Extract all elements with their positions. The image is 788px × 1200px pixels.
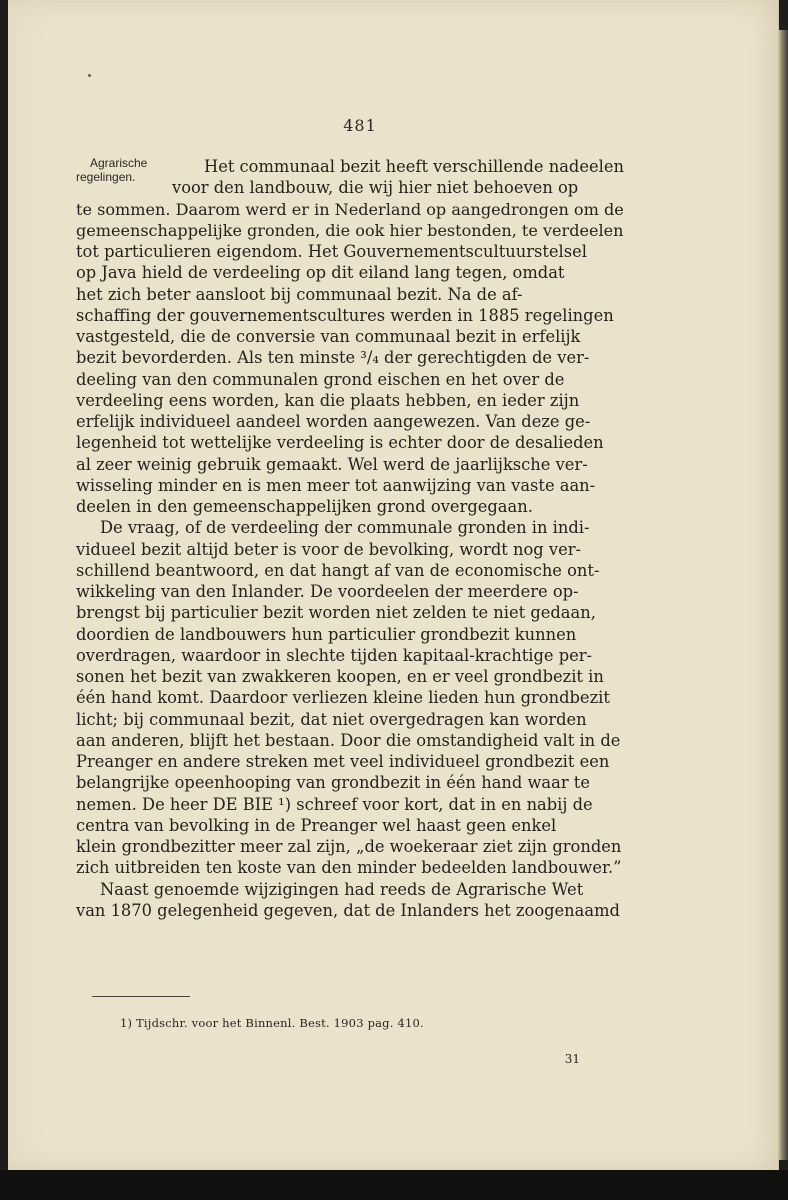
text-line: één hand komt. Daardoor verliezen kleine lieden hun grondbezit	[76, 688, 610, 708]
text-line: doordien de landbouwers hun particulier grondbezit kunnen	[76, 624, 577, 644]
text-line: zich uitbreiden ten koste van den minder bedeelden landbouwer.”	[76, 858, 622, 878]
text-line: verdeeling eens worden, kan die plaats hebben, en ieder zijn	[76, 390, 580, 410]
text-line: deelen in den gemeenschappelijken grond overgegaan.	[76, 497, 533, 516]
text-line: gemeenschappelijke gronden, die ook hier bestonden, te verdeelen	[76, 220, 624, 240]
text-line: schillend beantwoord, en dat hangt af van de economische ont-	[76, 560, 600, 580]
page-edge	[778, 30, 788, 1160]
text-line: nemen. De heer DE BIE ¹) schreef voor kort, dat in en nabij de	[76, 794, 593, 814]
body-text	[76, 156, 626, 921]
signature-mark: 31	[564, 1052, 580, 1066]
marginal-note-line: regelingen.	[76, 170, 136, 184]
text-line: licht; bij communaal bezit, dat niet overgedragen kan worden	[76, 709, 587, 729]
text-line: bezit bevorderden. Als ten minste ³/₄ der gerechtigden de ver-	[76, 348, 590, 368]
footnote: 1) Tijdschr. voor het Binnenl. Best. 1903 pag. 410.	[120, 1016, 424, 1030]
text-line: sonen het bezit van zwakkeren koopen, en er veel grondbezit in	[76, 667, 604, 686]
text-line: De vraag, of de verdeeling der communale gronden in indi-	[100, 518, 590, 538]
text-line: te sommen. Daarom werd er in Nederland op aangedrongen om de	[76, 199, 624, 219]
text-line: Preanger en andere streken met veel individueel grondbezit een	[76, 752, 610, 771]
paper-speck	[88, 74, 91, 77]
scan-background	[0, 1170, 788, 1200]
text-line: aan anderen, blijft het bestaan. Door die omstandigheid valt in de	[76, 730, 621, 750]
text-line: erfelijk individueel aandeel worden aangewezen. Van deze ge-	[76, 412, 591, 431]
text-line: van 1870 gelegenheid gegeven, dat de Inlanders het zoogenaamd	[76, 900, 620, 920]
page-number: 481	[343, 116, 377, 135]
text-line: vastgesteld, die de conversie van communaal bezit in erfelijk	[76, 327, 581, 346]
marginal-note-line: Agrarische	[90, 156, 148, 170]
text-line: legenheid tot wettelijke verdeeling is echter door de desalieden	[76, 433, 604, 453]
text-line: vidueel bezit altijd beter is voor de bevolking, wordt nog ver-	[76, 539, 582, 559]
text-line: brengst bij particulier bezit worden niet zelden te niet gedaan,	[76, 603, 596, 623]
text-line: het zich beter aansloot bij communaal bezit. Na de af-	[76, 284, 523, 304]
text-line: centra van bevolking in de Preanger wel haast geen enkel	[76, 815, 557, 835]
footnote-divider	[92, 996, 190, 997]
text-line: overdragen, waardoor in slechte tijden kapitaal-krachtige per-	[76, 645, 593, 665]
text-line: tot particulieren eigendom. Het Gouvernementscultuurstelsel	[76, 242, 587, 261]
text-line: klein grondbezitter meer zal zijn, „de woekeraar ziet zijn gronden	[76, 837, 622, 856]
text-line: deeling van den communalen grond eischen en het over de	[76, 369, 565, 389]
text-line: Het communaal bezit heeft verschillende nadeelen	[204, 157, 624, 176]
text-line: wikkeling van den Inlander. De voordeelen der meerdere op-	[76, 582, 579, 601]
text-line: voor den landbouw, die wij hier niet behoeven op	[172, 178, 579, 198]
text-line: op Java hield de verdeeling op dit eiland lang tegen, omdat	[76, 263, 565, 283]
text-line: Naast genoemde wijzigingen had reeds de Agrarische Wet	[100, 879, 584, 899]
text-line: schaffing der gouvernementscultures werden in 1885 regelingen	[76, 305, 614, 325]
text-line: al zeer weinig gebruik gemaakt. Wel werd de jaarlijksche ver-	[76, 454, 588, 474]
text-line: wisseling minder en is men meer tot aanwijzing van vaste aan-	[76, 475, 596, 495]
text-line: belangrijke opeenhooping van grondbezit in één hand waar te	[76, 773, 590, 793]
